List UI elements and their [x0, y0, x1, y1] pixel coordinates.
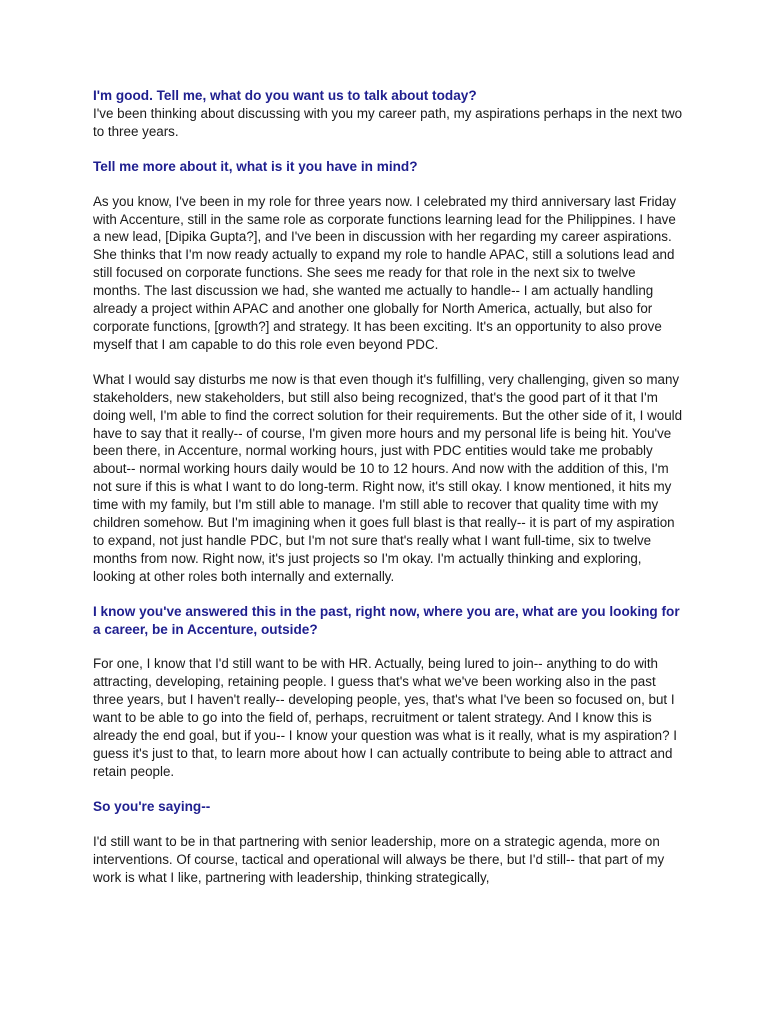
- answer-4: For one, I know that I'd still want to be with HR. Actually, being lured to join-- anything to do with attracting, developing, retaining people. I guess that's what we've been working also in the past three years, but I haven't really-- developing people, yes, that's what I've been so focused on, but I want to be able to go into the field of, perhaps, recruitment or talent strategy. And I know this is already the end goal, but if you-- I know your question was what is it really, what is my aspiration? I guess it's just to that, to learn more about how I can actually contribute to being able to attract and retain people.: [93, 656, 678, 779]
- question-1: I'm good. Tell me, what do you want us to talk about today?: [93, 88, 477, 103]
- answer-3: What I would say disturbs me now is that even though it's fulfilling, very challenging, given so many stakeholders, new stakeholders, but still also being recognized, that's the good part of it that I'm doing well, I'm able to find the correct solution for their requirements. But the other side of it, I would have to say that it really-- of course, I'm given more hours and my personal life is being hit. You've been there, in Accenture, normal working hours, just with PDC entities would take me probably about-- normal working hours daily would be 10 to 12 hours. And now with the addition of this, I'm not sure if this is what I want to do long-term. Right now, it's still okay. I know mentioned, it hits my time with my family, but I'm still able to manage. I'm still able to recover that quality time with my children somehow. But I'm imagining when it goes full blast is that really-- it is part of my aspiration to expand, not just handle PDC, but I'm not sure that's really what I want full-time, six to twelve months from now. Right now, it's just projects so I'm okay. I'm actually thinking and exploring, looking at other roles both internally and externally.: [93, 371, 683, 584]
- answer-5: I'd still want to be in that partnering with senior leadership, more on a strategic agenda, more on interventions. Of course, tactical and operational will always be there, but I'd still-- that part of my work is what I like, partnering with leadership, thinking strategically,: [93, 833, 665, 885]
- answer-2: As you know, I've been in my role for three years now. I celebrated my third anniversary last Friday with Accenture, still in the same role as corporate functions learning lead for the Philippines. I have a new lead, [Dipika Gupta?], and I've been in discussion with her regarding my career aspirations. She thinks that I'm now ready actually to expand my role to handle APAC, still a solutions lead and still focused on corporate functions. She sees me ready for that role in the next six to twelve months. The last discussion we had, she wanted me actually to handle-- I am actually handling already a project within APAC and another one globally for North America, actually, but also for corporate functions, [growth?] and strategy. It has been exciting. It's an opportunity to also prove myself that I am capable to do this role even beyond PDC.: [93, 193, 677, 352]
- question-4: So you're saying--: [93, 798, 211, 814]
- document-page: [93, 87, 683, 886]
- question-3: I know you've answered this in the past, right now, where you are, what are you looking for a career, be in Accenture, outside?: [93, 603, 680, 637]
- question-2: Tell me more about it, what is it you have in mind?: [93, 158, 418, 174]
- answer-1: I've been thinking about discussing with you my career path, my aspirations perhaps in the next two to three years.: [93, 105, 683, 139]
